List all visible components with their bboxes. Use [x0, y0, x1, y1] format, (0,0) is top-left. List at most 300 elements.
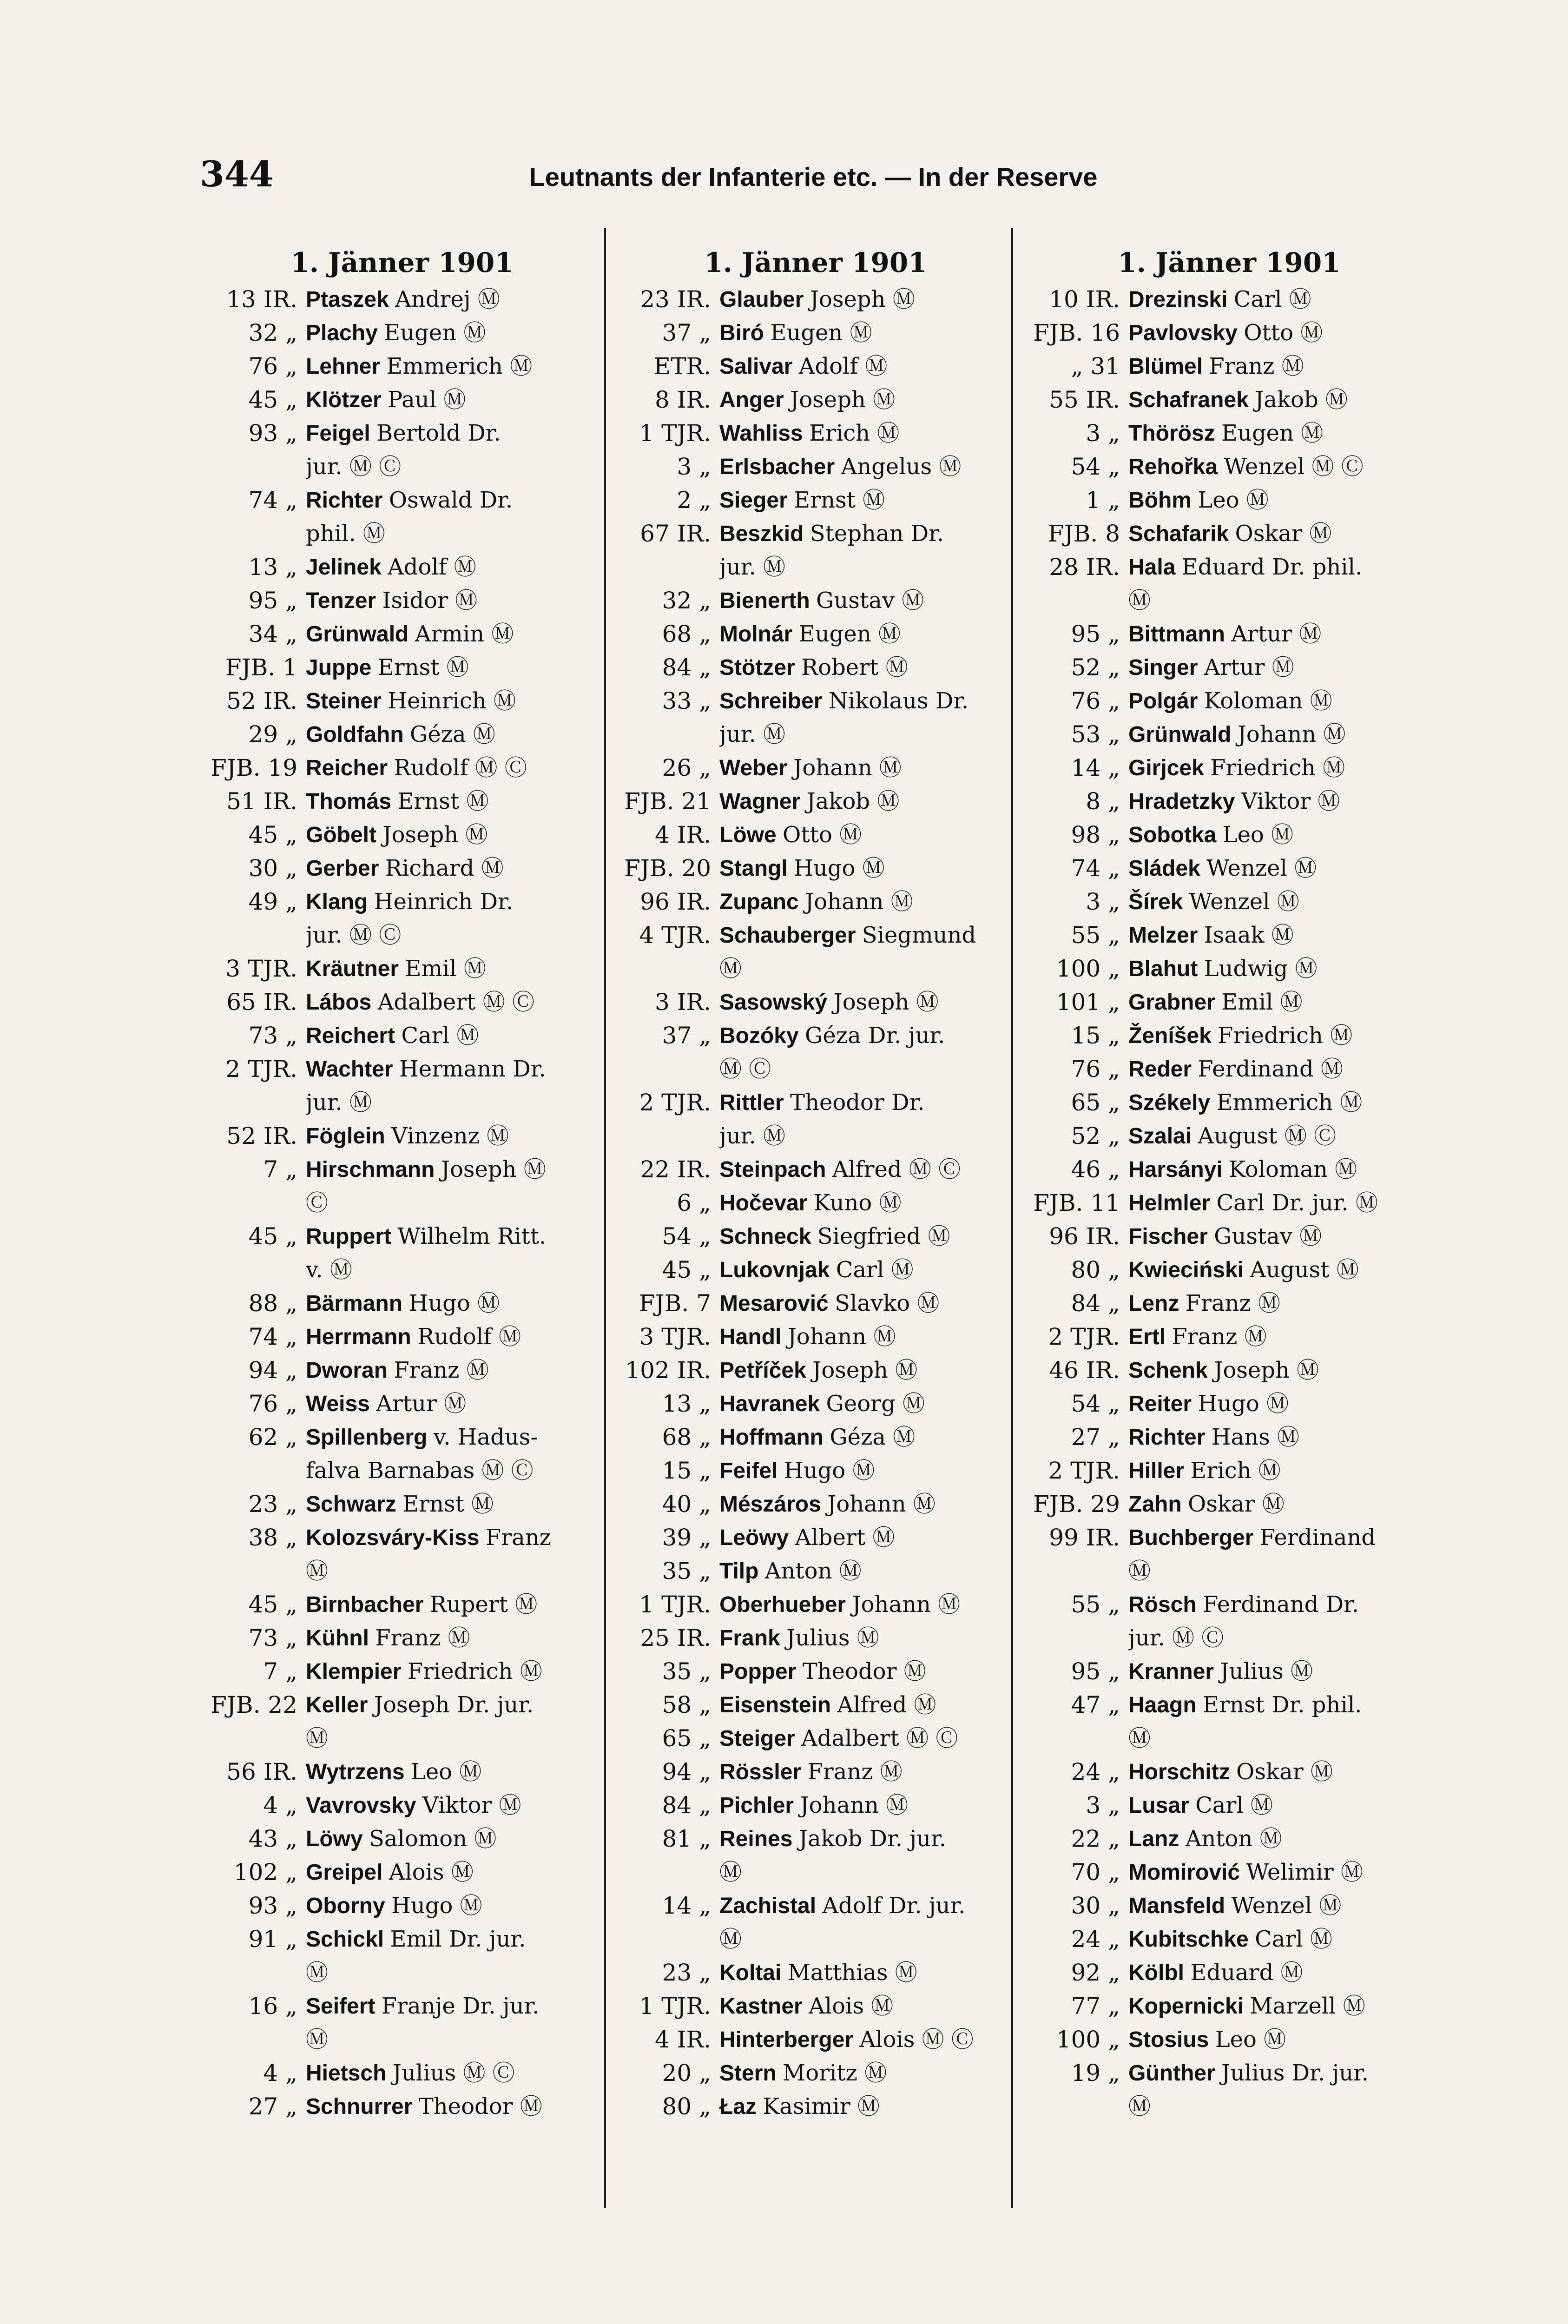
- list-item: [1027, 1019, 1431, 1052]
- given-name-and-marks: Viktor Ⓜ: [422, 1792, 521, 1818]
- regiment-number: 55 „: [1071, 1591, 1120, 1618]
- list-item: [1027, 283, 1431, 316]
- surname: Göbelt: [306, 823, 376, 847]
- surname: Biró: [719, 321, 764, 345]
- list-item: [1027, 1621, 1431, 1655]
- list-item: [1027, 1588, 1431, 1621]
- regiment-number: 102 „: [233, 1859, 297, 1886]
- officer-name: [719, 1588, 1013, 1621]
- officer-name: [306, 1621, 600, 1655]
- list-item: [618, 1521, 1013, 1554]
- given-name-and-marks: Ⓜ: [306, 1725, 329, 1751]
- given-name-and-marks: Ⓜ: [306, 2027, 329, 2053]
- list-item: [1027, 416, 1431, 450]
- surname: Sládek: [1128, 856, 1200, 881]
- given-name-and-marks: Wenzel Ⓜ: [1189, 889, 1299, 915]
- list-item: [618, 1588, 1013, 1621]
- regiment-number: 1 TJR.: [639, 420, 711, 447]
- given-name-and-marks: Ernst Ⓜ: [402, 1491, 494, 1517]
- list-item: [618, 885, 1013, 918]
- given-name-and-marks: Kuno Ⓜ: [813, 1190, 902, 1216]
- officer-name: [306, 617, 600, 651]
- given-name-and-marks: Matthias Ⓜ: [787, 1960, 917, 1986]
- officer-name: [1128, 1287, 1431, 1320]
- regiment-number: 13 „: [248, 554, 297, 581]
- list-item: [618, 1621, 1013, 1655]
- surname: Polgár: [1128, 689, 1198, 713]
- regiment-number: 45 „: [662, 1256, 711, 1283]
- list-item: [618, 1922, 1013, 1956]
- given-name-and-marks: Ⓜ: [1128, 588, 1151, 614]
- officer-name: [1128, 885, 1431, 918]
- regiment-number: 30 „: [1071, 1892, 1120, 1919]
- regiment-number: 95 „: [248, 587, 297, 614]
- list-item: [1027, 952, 1431, 985]
- list-item: [204, 985, 600, 1019]
- given-name-and-marks: Joseph Dr. jur.: [374, 1692, 534, 1718]
- officer-name: [306, 383, 600, 416]
- list-item: [204, 383, 600, 416]
- officer-name: [719, 1822, 1013, 1855]
- list-item: [204, 1387, 600, 1420]
- list-item: [204, 2090, 600, 2123]
- officer-list: [1027, 283, 1431, 2123]
- list-item: [204, 450, 600, 483]
- surname: Koltai: [719, 1961, 782, 1985]
- officer-name: [719, 1019, 1013, 1052]
- regiment-number: [618, 952, 719, 985]
- list-item: [1027, 1052, 1431, 1086]
- officer-name: [719, 1086, 1013, 1119]
- officer-name: [719, 718, 1013, 751]
- officer-name: [719, 1855, 1013, 1889]
- regiment-number: 52 IR.: [226, 1122, 297, 1149]
- officer-name: [1128, 1755, 1431, 1789]
- surname: Blahut: [1128, 957, 1198, 981]
- officer-name: [306, 885, 600, 918]
- officer-name: [719, 985, 1013, 1019]
- surname: Schafarik: [1128, 522, 1229, 546]
- given-name-and-marks: Johann Ⓜ: [827, 1491, 936, 1517]
- list-item: [618, 1353, 1013, 1387]
- surname: Reicher: [306, 756, 388, 780]
- given-name-and-marks: Ⓜ: [306, 1558, 329, 1584]
- list-item: [204, 2056, 600, 2090]
- given-name-and-marks: Emil Dr. jur.: [390, 1926, 526, 1952]
- regiment-number: 80 „: [662, 2093, 711, 2120]
- list-item: [1027, 584, 1431, 617]
- regiment-number: 29 „: [248, 721, 297, 748]
- regiment-number: 68 „: [662, 1424, 711, 1451]
- regiment-number: [204, 1956, 306, 1989]
- officer-name: [1128, 617, 1431, 651]
- surname: Sieger: [719, 488, 788, 513]
- officer-name: [1128, 985, 1431, 1019]
- officer-name: [306, 1454, 600, 1487]
- officer-name: [719, 383, 1013, 416]
- surname: Föglein: [306, 1124, 385, 1149]
- given-name-and-marks: Eugen Ⓜ: [1221, 420, 1324, 446]
- list-item: [1027, 785, 1431, 818]
- officer-name: [306, 1755, 600, 1789]
- given-name-and-marks: Emmerich Ⓜ: [386, 353, 533, 379]
- regiment-number: 76 „: [248, 353, 297, 380]
- given-name-and-marks: Ferdinand Ⓜ: [1198, 1056, 1343, 1082]
- surname: Rösch: [1128, 1592, 1197, 1617]
- list-item: [618, 918, 1013, 952]
- given-name-and-marks: Joseph Ⓜ: [812, 1357, 918, 1383]
- officer-name: [719, 1320, 1013, 1353]
- regiment-number: 34 „: [248, 621, 297, 647]
- surname: Feigel: [306, 421, 370, 446]
- officer-name: [1128, 1822, 1431, 1855]
- given-name-and-marks: Robert Ⓜ: [801, 654, 908, 680]
- regiment-number: 54 „: [662, 1223, 711, 1250]
- given-name-and-marks: Rudolf Ⓜ: [417, 1324, 521, 1350]
- surname: Ptaszek: [306, 287, 389, 312]
- surname: Momirović: [1128, 1860, 1240, 1885]
- given-name-and-marks: Hermann Dr.: [399, 1056, 546, 1082]
- regiment-number: 15 „: [662, 1457, 711, 1484]
- given-name-and-marks: Carl Ⓜ: [401, 1023, 479, 1049]
- surname: Klang: [306, 890, 368, 914]
- given-name-and-marks: Franz: [485, 1525, 551, 1551]
- surname: Molnár: [719, 622, 793, 647]
- given-name-and-marks: Johann Ⓜ: [1237, 721, 1346, 747]
- surname: Beszkid: [719, 522, 804, 546]
- list-item: [618, 1153, 1013, 1186]
- regiment-number: [618, 718, 719, 751]
- given-name-and-marks: Rudolf Ⓜ Ⓒ: [394, 755, 527, 781]
- regiment-number: 84 „: [662, 1792, 711, 1819]
- given-name-and-marks: Franz Ⓜ: [394, 1357, 489, 1383]
- officer-name: [306, 1119, 600, 1153]
- surname: Thörösz: [1128, 421, 1215, 446]
- surname: Popper: [719, 1659, 797, 1684]
- regiment-number: 6 „: [677, 1189, 711, 1216]
- given-name-and-marks: Joseph Ⓜ: [810, 286, 915, 312]
- list-item: [1027, 383, 1431, 416]
- given-name-and-marks: Carl Ⓜ: [1255, 1926, 1332, 1952]
- officer-name: [719, 1420, 1013, 1454]
- regiment-number: 65 IR.: [226, 989, 297, 1016]
- regiment-number: 7 „: [263, 1156, 297, 1183]
- regiment-number: 2 TJR.: [225, 1056, 297, 1083]
- officer-name: [306, 1186, 600, 1220]
- officer-name: [306, 483, 600, 517]
- officer-name: [306, 1588, 600, 1621]
- given-name-and-marks: Rupert Ⓜ: [429, 1591, 538, 1618]
- regiment-number: 40 „: [662, 1491, 711, 1518]
- regiment-number: 77 „: [1071, 1993, 1120, 2020]
- surname: Schreiber: [719, 689, 823, 713]
- surname: Gerber: [306, 856, 379, 881]
- regiment-number: 3 „: [1086, 1792, 1120, 1819]
- regiment-number: [204, 1454, 306, 1487]
- regiment-number: [204, 1186, 306, 1220]
- surname: Reder: [1128, 1057, 1192, 1082]
- officer-name: [719, 1253, 1013, 1287]
- given-name-and-marks: Vinzenz Ⓜ: [391, 1123, 509, 1149]
- list-item: [1027, 1922, 1431, 1956]
- surname: Kastner: [719, 1994, 803, 2019]
- given-name-and-marks: Theodor Ⓜ: [802, 1658, 926, 1684]
- surname: Petříček: [719, 1358, 806, 1383]
- list-item: [204, 1956, 600, 1989]
- officer-name: [306, 718, 600, 751]
- list-item: [618, 1855, 1013, 1889]
- list-item: [1027, 1688, 1431, 1722]
- surname: Vavrovsky: [306, 1793, 416, 1818]
- given-name-and-marks: Alfred Ⓜ Ⓒ: [832, 1156, 961, 1182]
- officer-name: [306, 651, 600, 684]
- given-name-and-marks: Emil Ⓜ: [1221, 989, 1303, 1015]
- regiment-number: [1027, 1621, 1128, 1655]
- surname: Bienerth: [719, 588, 810, 613]
- list-item: [1027, 1086, 1431, 1119]
- officer-name: [1128, 283, 1431, 316]
- surname: Feifel: [719, 1459, 778, 1483]
- given-name-and-marks: Andrej Ⓜ: [395, 286, 500, 312]
- given-name-and-marks: Adalbert Ⓜ Ⓒ: [801, 1725, 958, 1751]
- surname: Harsányi: [1128, 1157, 1223, 1182]
- list-item: [1027, 1119, 1431, 1153]
- regiment-number: 4 „: [263, 2060, 297, 2086]
- surname: Kühnl: [306, 1626, 369, 1651]
- list-item: [618, 517, 1013, 550]
- officer-name: [719, 1889, 1013, 1922]
- given-name-and-marks: Julius Ⓜ: [786, 1625, 879, 1651]
- given-name-and-marks: Alois Ⓜ: [389, 1859, 474, 1885]
- officer-name: [1128, 1086, 1431, 1119]
- officer-name: [1128, 1353, 1431, 1387]
- surname: Spillenberg: [306, 1425, 428, 1450]
- given-name-and-marks: Franz Ⓜ: [1185, 1290, 1281, 1316]
- given-name-and-marks: Kasimir Ⓜ: [763, 2093, 880, 2119]
- surname: Steiner: [306, 689, 382, 713]
- officer-name: [306, 1521, 600, 1554]
- officer-name: [1128, 1588, 1431, 1621]
- running-title: Leutnants der Infanterie etc. — In der Reserve: [529, 162, 1098, 191]
- given-name-and-marks: Franz Ⓜ: [1172, 1324, 1267, 1350]
- given-name-and-marks: Richard Ⓜ: [385, 855, 504, 881]
- officer-name: [306, 1855, 600, 1889]
- officer-name: [719, 1220, 1013, 1253]
- regiment-number: 70 „: [1071, 1859, 1120, 1886]
- list-item: [1027, 1822, 1431, 1855]
- surname: Böhm: [1128, 488, 1192, 513]
- list-item: [618, 1755, 1013, 1789]
- surname: Rehořka: [1128, 455, 1218, 479]
- list-item: [618, 1454, 1013, 1487]
- given-name-and-marks: Artur Ⓜ: [376, 1391, 467, 1417]
- list-item: [204, 852, 600, 885]
- list-item: [1027, 1655, 1431, 1688]
- list-item: [618, 1789, 1013, 1822]
- list-item: [204, 1220, 600, 1253]
- list-item: [204, 617, 600, 651]
- given-name-and-marks: Eduard Ⓜ: [1190, 1960, 1303, 1986]
- regiment-number: 52 „: [1071, 654, 1120, 681]
- regiment-number: 67 IR.: [640, 520, 711, 547]
- regiment-number: 45 „: [248, 821, 297, 848]
- officer-name: [1128, 684, 1431, 718]
- list-item: [618, 1320, 1013, 1353]
- officer-name: [719, 283, 1013, 316]
- list-item: [204, 1320, 600, 1353]
- given-name-and-marks: Angelus Ⓜ: [841, 454, 962, 480]
- regiment-number: 73 „: [248, 1624, 297, 1651]
- officer-name: [719, 1387, 1013, 1420]
- officer-name: [719, 1722, 1013, 1755]
- given-name-and-marks: Jakob Ⓜ: [806, 788, 900, 814]
- officer-name: [719, 852, 1013, 885]
- surname: Hietsch: [306, 2061, 387, 2086]
- regiment-number: 99 IR.: [1049, 1524, 1120, 1551]
- given-name-and-marks: Welimir Ⓜ: [1246, 1859, 1363, 1885]
- given-name-and-marks: Georg Ⓜ: [826, 1391, 925, 1417]
- given-name-and-marks: v. Ⓜ: [306, 1257, 352, 1283]
- regiment-number: 28 IR.: [1049, 554, 1120, 581]
- regiment-number: [204, 1253, 306, 1287]
- list-item: [1027, 985, 1431, 1019]
- officer-name: [719, 1287, 1013, 1320]
- surname: Melzer: [1128, 923, 1198, 948]
- officer-name: [719, 584, 1013, 617]
- regiment-number: 45 „: [248, 1223, 297, 1250]
- given-name-and-marks: Heinrich Dr.: [374, 889, 513, 915]
- officer-name: [719, 785, 1013, 818]
- officer-name: [1128, 1855, 1431, 1889]
- regiment-number: 76 „: [1071, 687, 1120, 714]
- officer-name: [1128, 651, 1431, 684]
- given-name-and-marks: Otto Ⓜ: [783, 822, 862, 848]
- given-name-and-marks: Johann Ⓜ: [805, 889, 913, 915]
- given-name-and-marks: Ⓜ: [1128, 1558, 1151, 1584]
- surname: Erlsbacher: [719, 455, 835, 479]
- surname: Salivar: [719, 354, 793, 379]
- list-item: [618, 684, 1013, 718]
- given-name-and-marks: Erich Ⓜ: [1190, 1458, 1281, 1484]
- list-item: [1027, 1554, 1431, 1588]
- given-name-and-marks: Johann Ⓜ: [852, 1591, 961, 1618]
- list-item: [618, 1889, 1013, 1922]
- given-name-and-marks: jur. Ⓜ Ⓒ: [306, 454, 402, 480]
- officer-name: [1128, 1722, 1431, 1755]
- regiment-number: 76 „: [1071, 1056, 1120, 1083]
- given-name-and-marks: Wenzel Ⓜ: [1231, 1893, 1342, 1919]
- list-item: [618, 1722, 1013, 1755]
- given-name-and-marks: Leo Ⓜ: [1222, 822, 1294, 848]
- given-name-and-marks: Heinrich Ⓜ: [388, 688, 516, 714]
- list-item: [1027, 1387, 1431, 1420]
- list-item: [618, 316, 1013, 350]
- given-name-and-marks: Hugo Ⓜ: [794, 855, 885, 881]
- list-item: [1027, 350, 1431, 383]
- given-name-and-marks: Alfred Ⓜ: [837, 1692, 936, 1718]
- list-item: [204, 550, 600, 584]
- list-item: [618, 1989, 1013, 2023]
- given-name-and-marks: Ⓜ Ⓒ: [719, 1056, 771, 1082]
- regiment-number: 52 IR.: [226, 687, 297, 714]
- given-name-and-marks: Bertold Dr.: [376, 420, 501, 446]
- officer-name: [1128, 2090, 1431, 2123]
- regiment-number: 94 „: [248, 1357, 297, 1384]
- given-name-and-marks: Johann Ⓜ: [800, 1792, 909, 1818]
- given-name-and-marks: Leo Ⓜ: [1198, 487, 1269, 513]
- list-item: [204, 483, 600, 517]
- list-item: [618, 1655, 1013, 1688]
- surname: Sobotka: [1128, 823, 1217, 847]
- officer-name: [719, 1655, 1013, 1688]
- officer-name: [719, 918, 1013, 952]
- list-item: [204, 1521, 600, 1554]
- surname: Birnbacher: [306, 1592, 424, 1617]
- surname: Lusar: [1128, 1793, 1189, 1818]
- given-name-and-marks: Siegmund: [862, 922, 976, 948]
- surname: Kranner: [1128, 1659, 1214, 1684]
- regiment-number: 76 „: [248, 1390, 297, 1417]
- list-item: [618, 617, 1013, 651]
- officer-name: [719, 350, 1013, 383]
- list-item: [618, 1220, 1013, 1253]
- given-name-and-marks: jur. Ⓜ: [306, 1089, 372, 1116]
- officer-name: [1128, 1655, 1431, 1688]
- given-name-and-marks: Johann Ⓜ: [787, 1324, 896, 1350]
- regiment-number: 45 „: [248, 386, 297, 413]
- given-name-and-marks: Friedrich Ⓜ: [1210, 755, 1345, 781]
- regiment-number: 54 „: [1071, 453, 1120, 480]
- regiment-number: 55 „: [1071, 922, 1120, 949]
- officer-list: [204, 283, 600, 2123]
- officer-name: [1128, 2023, 1431, 2056]
- surname: Thomás: [306, 789, 392, 814]
- surname: Grabner: [1128, 990, 1215, 1015]
- regiment-number: 4 „: [263, 1792, 297, 1819]
- regiment-number: 32 „: [248, 319, 297, 346]
- regiment-number: 43 „: [248, 1825, 297, 1852]
- officer-name: [719, 751, 1013, 785]
- regiment-number: 25 IR.: [640, 1624, 711, 1651]
- officer-name: [1128, 1989, 1431, 2023]
- officer-name: [1128, 383, 1431, 416]
- list-item: [204, 584, 600, 617]
- list-item: [618, 1822, 1013, 1855]
- regiment-number: 98 „: [1071, 821, 1120, 848]
- list-item: [1027, 651, 1431, 684]
- officer-name: [306, 785, 600, 818]
- regiment-number: FJB. 11: [1033, 1189, 1120, 1216]
- given-name-and-marks: Ferdinand: [1259, 1525, 1376, 1551]
- officer-name: [306, 1688, 600, 1722]
- list-item: [204, 1755, 600, 1789]
- regiment-number: FJB. 21: [624, 788, 711, 815]
- officer-name: [1128, 483, 1431, 517]
- given-name-and-marks: Siegfried Ⓜ: [817, 1223, 950, 1249]
- given-name-and-marks: Joseph Ⓜ: [1214, 1357, 1319, 1383]
- regiment-number: 1 TJR.: [639, 1993, 711, 2020]
- given-name-and-marks: Oswald Dr.: [389, 487, 513, 513]
- officer-name: [306, 1822, 600, 1855]
- surname: Ruppert: [306, 1224, 391, 1249]
- regiment-number: 19 „: [1071, 2060, 1120, 2086]
- officer-name: [719, 1153, 1013, 1186]
- officer-name: [1128, 1621, 1431, 1655]
- officer-name: [719, 818, 1013, 852]
- officer-name: [306, 1889, 600, 1922]
- officer-name: [1128, 918, 1431, 952]
- regiment-number: FJB. 1: [225, 654, 297, 681]
